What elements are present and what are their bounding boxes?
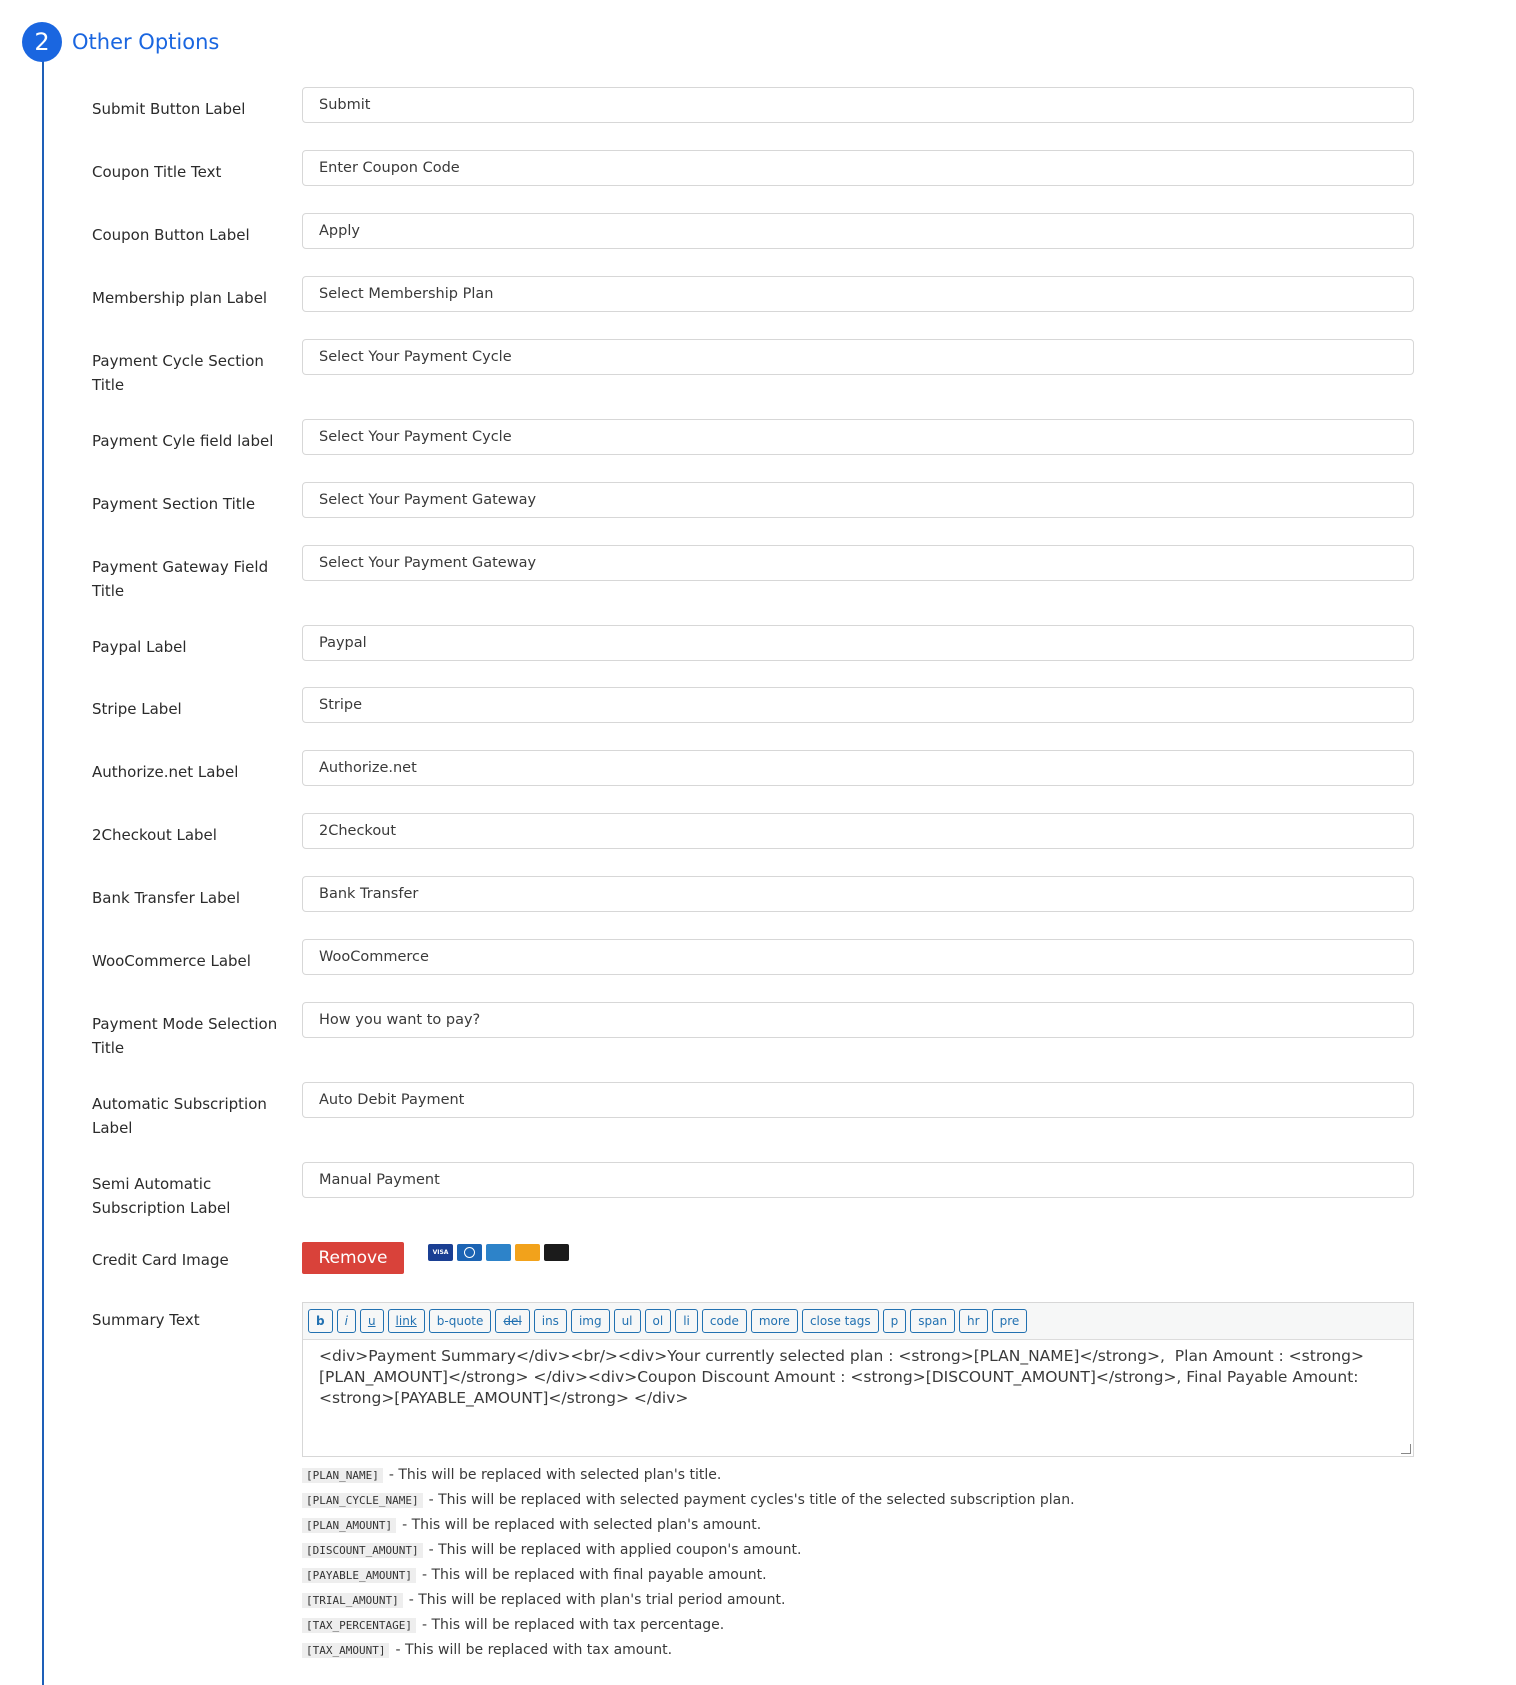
link-button[interactable]: link [388, 1309, 425, 1333]
semi-automatic-subscription-label-input[interactable] [302, 1162, 1414, 1198]
field-label: Payment Section Title [92, 495, 256, 513]
blockquote-button[interactable]: b-quote [429, 1309, 492, 1333]
field-label: WooCommerce Label [92, 952, 251, 970]
step-number-badge: 2 [22, 22, 62, 62]
bank-transfer-label-input[interactable] [302, 876, 1414, 912]
paypal-label-input[interactable] [302, 625, 1414, 661]
payment-section-title-input[interactable] [302, 482, 1414, 518]
discover-card-icon [515, 1244, 540, 1261]
hr-button[interactable]: hr [959, 1309, 988, 1333]
field-label: Bank Transfer Label [92, 889, 240, 907]
membership-plan-label-input[interactable] [302, 276, 1414, 312]
payment-mode-selection-title-input[interactable] [302, 1002, 1414, 1038]
list-item [302, 1642, 1075, 1667]
placeholder-code: [PAYABLE_AMOUNT] [302, 1568, 416, 1583]
placeholder-code: [DISCOUNT_AMOUNT] [302, 1543, 423, 1558]
ins-button[interactable]: ins [534, 1309, 567, 1333]
close-tags-button[interactable]: close tags [802, 1309, 879, 1333]
bold-button[interactable]: b [308, 1309, 333, 1333]
pre-button[interactable]: pre [992, 1309, 1028, 1333]
remove-image-button[interactable]: Remove [302, 1242, 404, 1274]
editor-toolbar [303, 1303, 1413, 1340]
ul-button[interactable]: ul [614, 1309, 641, 1333]
placeholder-code: [PLAN_AMOUNT] [302, 1518, 396, 1533]
field-label: Stripe Label [92, 700, 182, 718]
list-item [302, 1517, 1075, 1542]
amex-card-icon [486, 1244, 511, 1261]
placeholder-code: [TAX_PERCENTAGE] [302, 1618, 416, 1633]
placeholder-description: - This will be replaced with plan's trial period amount. [408, 1592, 786, 1608]
placeholder-help-list [302, 1467, 1075, 1667]
field-label: Semi Automatic Subscription Label [92, 1175, 231, 1217]
authorize-net-label-input[interactable] [302, 750, 1414, 786]
placeholder-description: - This will be replaced with tax amount. [395, 1642, 673, 1658]
stripe-label-input[interactable] [302, 687, 1414, 723]
placeholder-code: [TAX_AMOUNT] [302, 1643, 389, 1658]
field-label: Payment Gateway Field Title [92, 558, 269, 600]
resize-handle-icon[interactable] [1401, 1444, 1411, 1454]
field-label: Payment Cycle Section Title [92, 352, 264, 394]
field-label: 2Checkout Label [92, 826, 217, 844]
section-title: Other Options [72, 30, 220, 54]
payment-cycle-field-label-input[interactable] [302, 419, 1414, 455]
placeholder-description: - This will be replaced with applied coupon's amount. [428, 1542, 802, 1558]
img-button[interactable]: img [571, 1309, 610, 1333]
placeholder-code: [TRIAL_AMOUNT] [302, 1593, 403, 1608]
placeholder-code: [PLAN_CYCLE_NAME] [302, 1493, 423, 1508]
field-label: Paypal Label [92, 638, 187, 656]
section-timeline-line [42, 60, 44, 1685]
placeholder-description: - This will be replaced with tax percentage. [421, 1617, 725, 1633]
more-button[interactable]: more [751, 1309, 798, 1333]
list-item [302, 1567, 1075, 1592]
span-button[interactable]: span [910, 1309, 955, 1333]
field-label: Membership plan Label [92, 289, 268, 307]
list-item [302, 1467, 1075, 1492]
field-label: Submit Button Label [92, 100, 246, 118]
automatic-subscription-label-input[interactable] [302, 1082, 1414, 1118]
payment-gateway-field-title-input[interactable] [302, 545, 1414, 581]
mastercard-icon [544, 1244, 569, 1261]
placeholder-description: - This will be replaced with final payable amount. [421, 1567, 767, 1583]
underline-button[interactable]: u [360, 1309, 384, 1333]
list-item [302, 1492, 1075, 1517]
italic-button[interactable]: i [337, 1309, 356, 1333]
placeholder-description: - This will be replaced with selected plan's amount. [402, 1517, 762, 1533]
placeholder-code: [PLAN_NAME] [302, 1468, 383, 1483]
field-label: Authorize.net Label [92, 763, 239, 781]
field-label: Coupon Button Label [92, 226, 250, 244]
coupon-button-label-input[interactable] [302, 213, 1414, 249]
payment-cycle-section-title-input[interactable] [302, 339, 1414, 375]
placeholder-description: - This will be replaced with selected payment cycles's title of the selected subscription plan. [428, 1492, 1075, 1508]
del-button[interactable]: del [495, 1309, 529, 1333]
field-label: Coupon Title Text [92, 163, 222, 181]
coupon-title-text-input[interactable] [302, 150, 1414, 186]
ol-button[interactable]: ol [645, 1309, 672, 1333]
list-item [302, 1542, 1075, 1567]
field-label: Summary Text [92, 1311, 200, 1329]
2checkout-label-input[interactable] [302, 813, 1414, 849]
credit-card-logos [428, 1244, 569, 1261]
diners-card-icon [457, 1244, 482, 1261]
list-item [302, 1592, 1075, 1617]
code-button[interactable]: code [702, 1309, 747, 1333]
summary-text-editor [302, 1302, 1414, 1457]
summary-textarea[interactable]: <div>Payment Summary</div><br/><div>Your currently selected plan : <strong>[PLAN_NAME]</strong>, Plan Amount : <strong>[PLAN_AMOUNT]</strong> </div><div>Coupon Discount Amount : <strong>[DISCOUNT_AMOUNT]</strong>, Final Payable Amount: <strong>[PAYABLE_AMOUNT]</strong> </div> [319, 1347, 1364, 1407]
p-button[interactable]: p [883, 1309, 907, 1333]
placeholder-description: - This will be replaced with selected plan's title. [388, 1467, 722, 1483]
submit-button-label-input[interactable] [302, 87, 1414, 123]
field-label: Credit Card Image [92, 1251, 229, 1269]
field-label: Automatic Subscription Label [92, 1095, 267, 1137]
woocommerce-label-input[interactable] [302, 939, 1414, 975]
visa-card-icon: VISA [428, 1244, 453, 1261]
list-item [302, 1617, 1075, 1642]
li-button[interactable]: li [675, 1309, 698, 1333]
field-label: Payment Mode Selection Title [92, 1015, 278, 1057]
field-label: Payment Cyle field label [92, 432, 274, 450]
